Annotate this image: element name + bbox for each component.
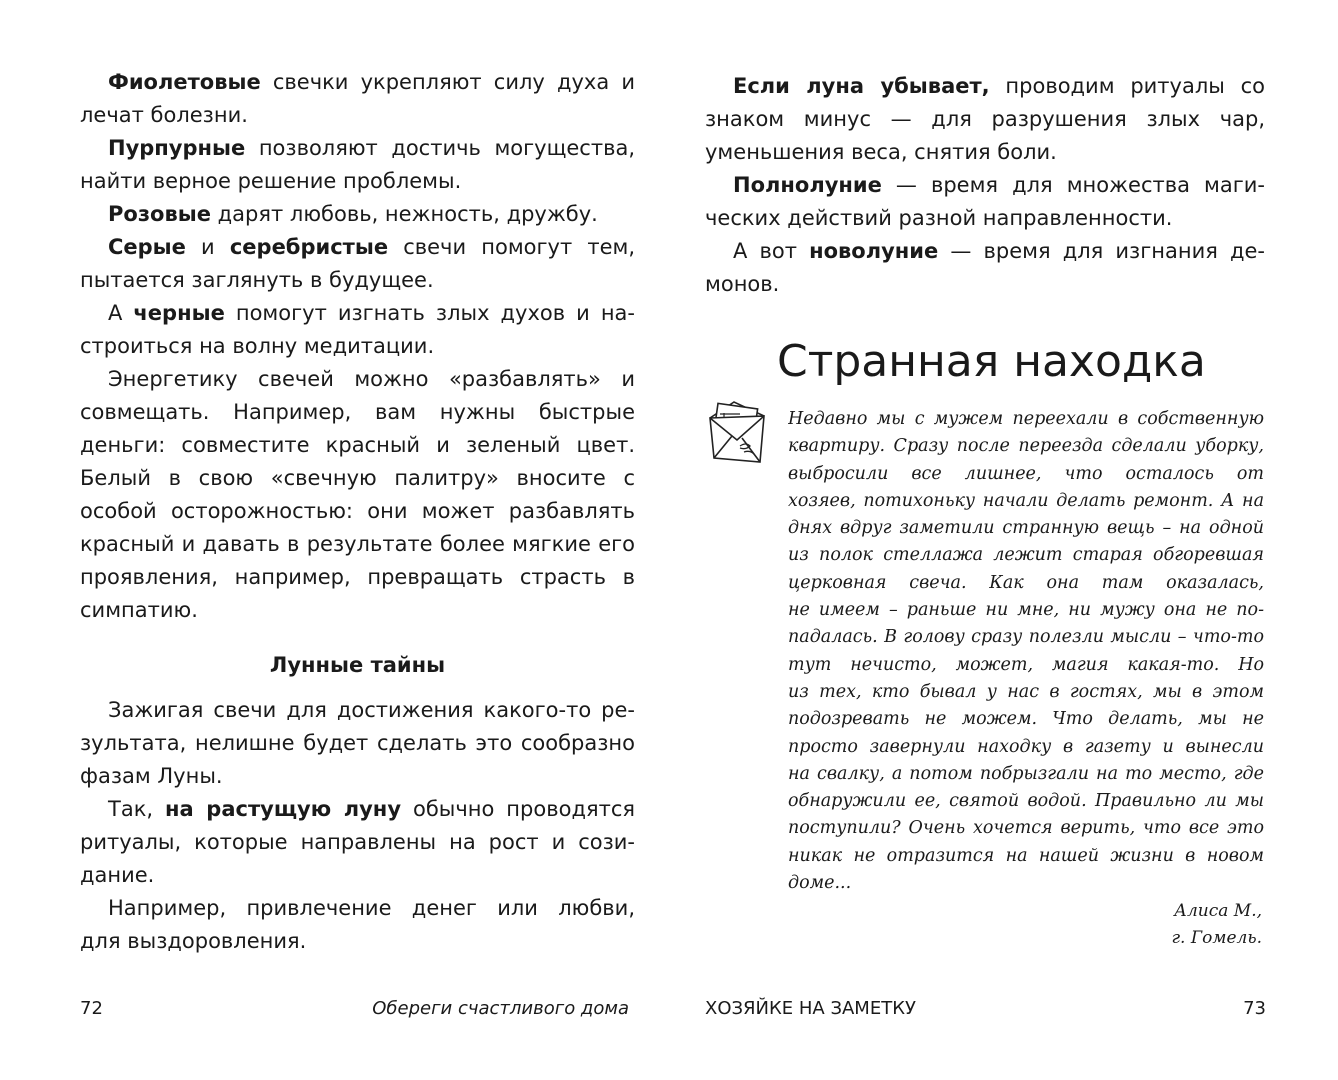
text-segment: поступили? Очень хочется верить, что все это [788,818,1264,839]
text-segment: проводим ритуалы со [989,74,1265,98]
right-page [669,0,1338,1080]
text-segment: помогут изгнать злых духов и на- [224,301,635,325]
text-line [80,165,635,198]
text-segment: зультата, нелишне будет сделать это сообразно [80,731,635,755]
paragraph [80,363,635,627]
text-line [80,760,635,793]
text-segment: для выздоровления. [80,929,307,953]
text-segment: не имеем – раньше ни мне, ни мужу она не по- [788,600,1264,621]
text-line [80,198,635,231]
paragraph [80,66,635,132]
text-segment: Зажигая свечи для достижения какого-то ре- [108,698,635,722]
text-segment: квартиру. Сразу после переезда сделали уборку, [788,436,1264,457]
paragraph [80,793,635,892]
text-segment: из полок стеллажа лежит старая обгоревшая [788,545,1264,566]
text-segment: тут нечисто, может, магия какая-то. Но [788,654,1264,675]
text-line [80,462,635,495]
text-segment: церковная свеча. Как она там оказалась, [788,572,1264,593]
text-line [705,103,1265,136]
text-line [705,268,1265,301]
running-title-right: ХОЗЯЙКЕ НА ЗАМЕТКУ [705,998,916,1019]
text-segment: проявления, например, превращать страсть в [80,565,635,589]
text-segment: Так, [108,797,166,821]
text-line [705,202,1265,235]
text-line [788,406,1264,433]
bold-term: новолуние [809,239,939,263]
story-title: Странная находка [777,336,1206,387]
text-line [80,594,635,627]
signature-city: г. Гомель. [1171,928,1262,948]
text-line [788,734,1264,761]
text-line [788,679,1264,706]
text-line [80,330,635,363]
text-segment: и [185,235,230,259]
text-segment: Белый в свою «свечную палитру» вносите с [80,466,635,490]
text-line [80,99,635,132]
text-segment: ритуалы, которые направлены на рост и сози- [80,830,635,854]
text-segment: из тех, кто бывал у нас в гостях, мы в этом [788,681,1264,702]
bold-term: на растущую луну [165,797,402,821]
text-segment: знаком минус — для разрушения злых чар, [705,107,1265,131]
text-segment: падалась. В голову сразу полезли мысли – что-то [788,627,1264,648]
paragraph [80,892,635,958]
text-line [788,761,1264,788]
text-line [788,652,1264,679]
text-line [80,528,635,561]
text-segment: дание. [80,863,155,887]
text-line [80,396,635,429]
text-segment: выбросили все лишнее, что осталось от [788,463,1264,484]
text-segment: А вот [733,239,810,263]
text-segment: деньги: совместите красный и зеленый цвет. [80,433,635,457]
text-line [80,495,635,528]
running-title-left: Обереги счастливого дома [372,998,629,1019]
text-line [788,815,1264,842]
text-line [80,925,635,958]
subheading-lunar-secrets: Лунные тайны [269,653,446,677]
text-segment: подозревать не можем. Что делать, мы не [788,709,1264,730]
text-segment: монов. [705,272,780,296]
text-segment: совмещать. Например, вам нужны быстрые [80,400,635,424]
text-line [705,169,1265,202]
text-segment: никак не отразится на нашей жизни в новом [788,845,1264,866]
paragraph [80,132,635,198]
moon-phases-section [705,70,1265,301]
text-line [788,433,1264,460]
text-line [80,297,635,330]
text-line [80,859,635,892]
text-segment: обычно проводятся [401,797,635,821]
text-segment: свечи помогут тем, [403,235,635,259]
text-segment: уменьшения веса, снятия боли. [705,140,1057,164]
text-line [80,363,635,396]
bold-term: серебристые [229,235,389,259]
paragraph [705,70,1265,169]
text-segment: лечат болезни. [80,103,248,127]
page-number-left: 72 [80,998,103,1019]
text-segment: пытается заглянуть в будущее. [80,268,434,292]
text-segment: красный и давать в результате более мягкие его [80,532,635,556]
paragraph [705,235,1265,301]
bold-term: Пурпурные [108,136,246,160]
text-segment: Например, привлечение денег или любви, [108,896,635,920]
text-segment: дарят любовь, нежность, дружбу. [210,202,598,226]
text-line [788,624,1264,651]
text-line [788,597,1264,624]
text-segment: на свалку, а потом побрызгали на то место, где [788,763,1264,784]
bold-term: Если луна убывает, [733,74,990,98]
text-line [80,132,635,165]
paragraph [80,198,635,231]
text-line [80,264,635,297]
text-line [788,706,1264,733]
paragraph [705,169,1265,235]
text-line [80,793,635,826]
paragraph [80,231,635,297]
text-line [705,235,1265,268]
left-text-column [80,66,635,958]
reader-letter [788,406,1264,897]
text-line [705,136,1265,169]
text-segment: строиться на волну медитации. [80,334,435,358]
text-segment: обнаружили ее, святой водой. Правильно ли мы [788,791,1264,812]
text-segment: найти верное решение проблемы. [80,169,462,193]
text-line [788,542,1264,569]
text-segment: А [108,301,134,325]
text-segment: хозяев, потихоньку начали делать ремонт. А на [788,490,1264,511]
text-segment: особой осторожностью: они может разбавлять [80,499,635,523]
text-line [80,694,635,727]
text-line [788,843,1264,870]
text-segment: просто завернули находку в газету и вынесли [788,736,1264,757]
text-segment: — время для множества маги- [881,173,1265,197]
text-line [788,570,1264,597]
text-line [80,826,635,859]
text-segment: позволяют достичь могущества, [245,136,635,160]
paragraph [788,406,1264,897]
text-line [788,870,1264,897]
text-line [788,788,1264,815]
bold-term: Розовые [108,202,211,226]
text-line [788,461,1264,488]
bold-term: Фиолетовые [108,70,261,94]
paragraph [80,694,635,793]
text-segment: ческих действий разной направленности. [705,206,1173,230]
text-segment: — время для изгнания де- [938,239,1265,263]
letter-signature [1171,898,1262,952]
lunar-section [80,694,635,958]
text-line [80,231,635,264]
text-line [788,488,1264,515]
candle-colors-section [80,66,635,627]
text-segment: свечки укрепляют силу духа и [260,70,635,94]
text-segment: доме... [788,873,852,894]
text-segment: симпатию. [80,598,198,622]
text-segment: днях вдруг заметили странную вещь – на одной [788,518,1264,539]
text-line [80,66,635,99]
bold-term: Полнолуние [733,173,882,197]
text-segment: Недавно мы с мужем переехали в собственную [788,409,1264,429]
text-line [705,70,1265,103]
bold-term: Серые [108,235,186,259]
text-line [80,561,635,594]
signature-name: Алиса М., [1174,901,1262,921]
text-line [80,892,635,925]
bold-term: черные [133,301,225,325]
text-line [80,727,635,760]
text-line [80,429,635,462]
text-segment: фазам Луны. [80,764,223,788]
paragraph [80,297,635,363]
page-number-right: 73 [1243,998,1266,1019]
envelope-letter-icon [704,396,774,466]
text-line [788,515,1264,542]
text-segment: Энергетику свечей можно «разбавлять» и [108,367,635,391]
